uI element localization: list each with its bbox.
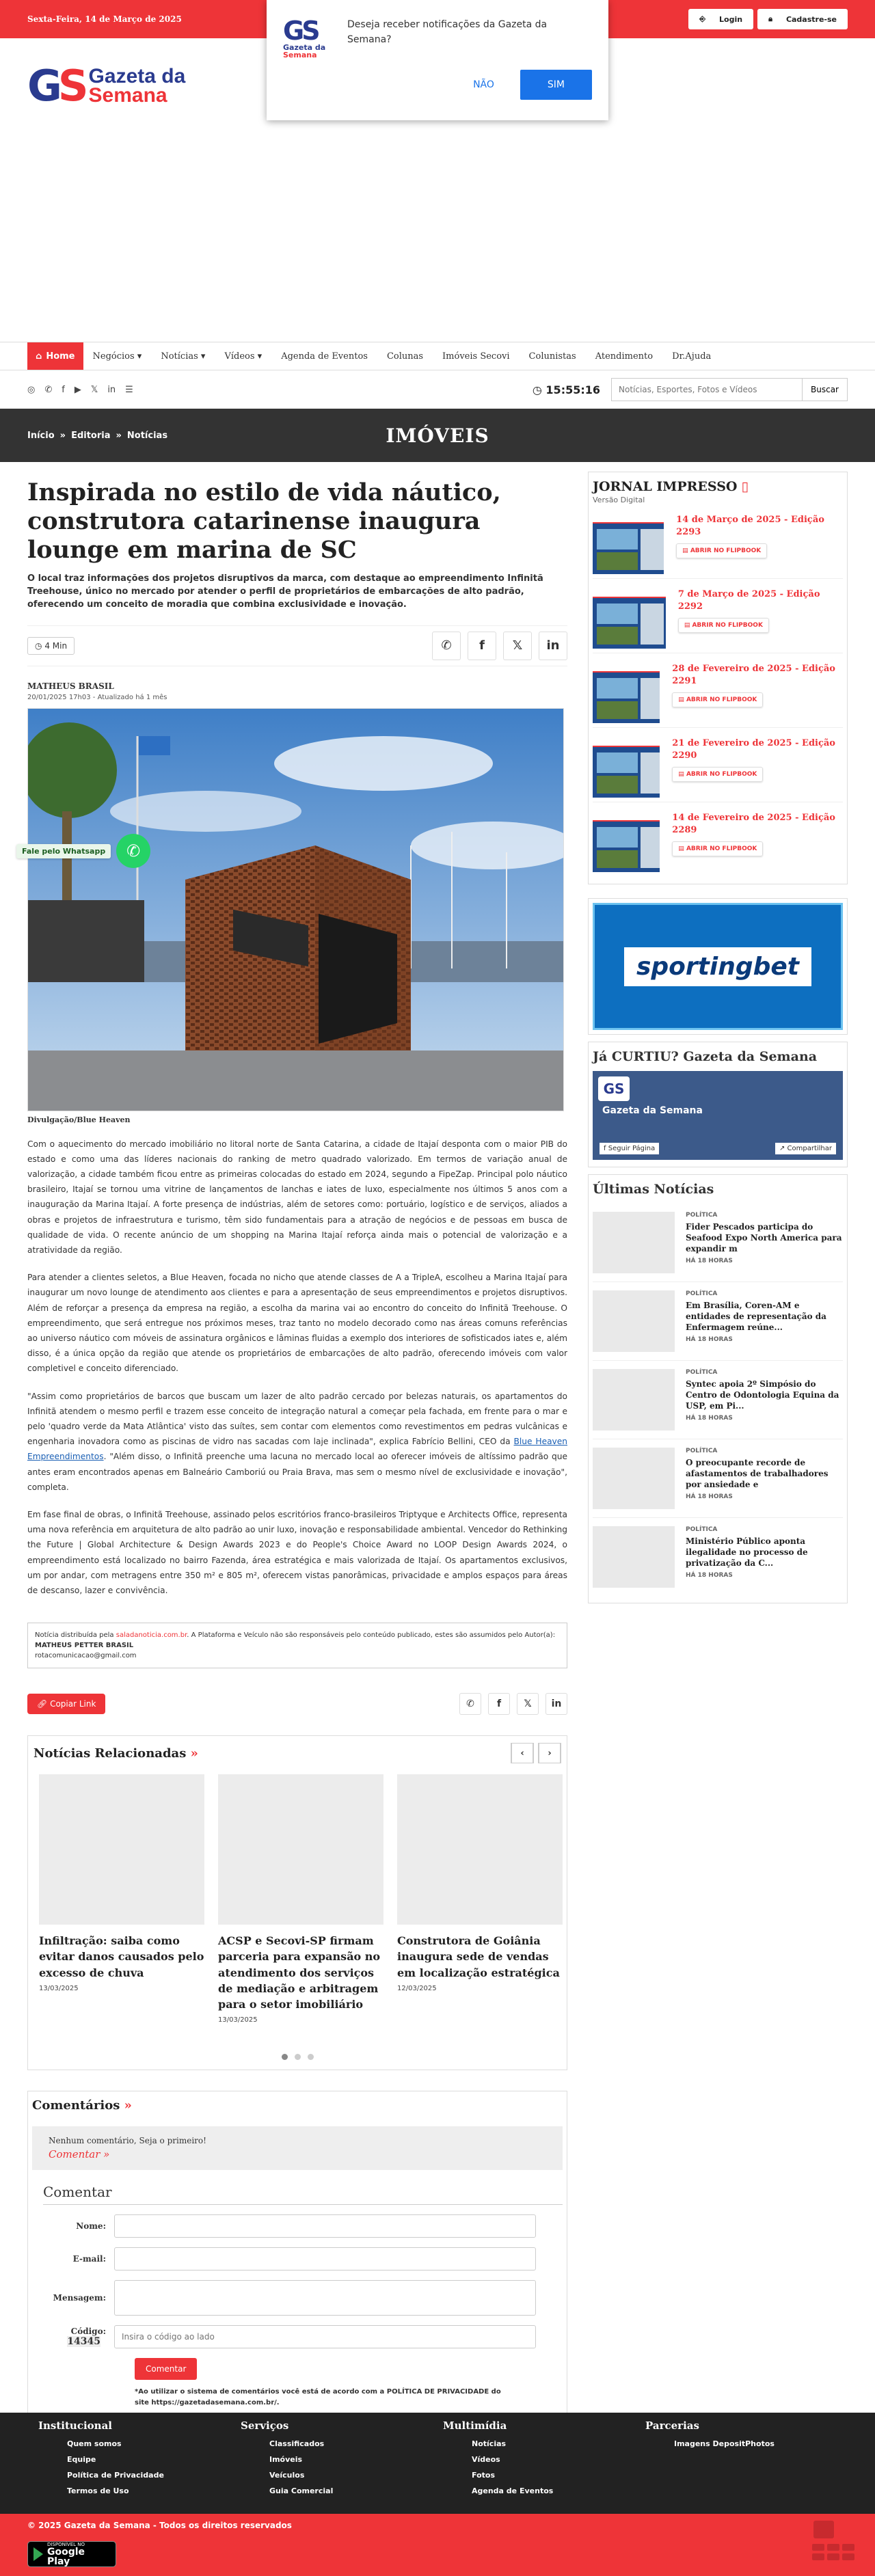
edition-title: 7 de Março de 2025 - Edição 2292 [677,589,820,612]
jornal-title: JORNAL IMPRESSO ▯ [593,479,749,494]
linkedin-icon: in [546,638,560,653]
news-category: POLÍTICA [686,1290,718,1297]
facebook-icon: f [604,1145,606,1152]
nav-home[interactable]: ⌂ Home [27,342,83,370]
share-whatsapp-button[interactable] [432,632,461,660]
linkedin-icon[interactable]: in [107,384,116,395]
news-time: HÁ 18 HORAS [686,1571,733,1579]
popup-logo: GS Gazeta da Semana [283,16,326,59]
nav-colunas[interactable]: Colunas [386,351,424,362]
latest-news-title: Últimas Notícias [593,1182,714,1197]
news-category: POLÍTICA [686,1369,718,1376]
search-button[interactable]: Buscar [803,378,848,401]
section-title: IMÓVEIS [386,424,489,447]
google-play-badge[interactable]: DISPONÍVEL NO Google Play [27,2541,116,2567]
nav-colunistas[interactable]: Colunistas [528,351,576,362]
article-author: MATHEUS BRASIL [27,681,114,691]
breadcrumb-editoria[interactable]: Editoria [71,430,111,441]
book-icon: ▤ [678,771,684,778]
paragraph: "Assim como proprietários de barcos que buscam um lazer de alto padrão cercado por belezas naturais, os apartamentos do Infinitã atendem o mesmo perfil e trazem esse conceito de integração natural a começar pela fachada, em frente para o mar e pelo 'quadro verde da Mata Atlântica' visto das suítes, sem contar com elementos como revestimentos em pedras vulcânicas e engenharia inovadora como as piscinas de vidro nas sacadas com laje inclinada", explica Fabrício Bellini, CEO da Blue Heaven Empreendimentos. "Além disso, o Infinitã preenche uma lacuna no mercado local ao oferecer imóveis de altíssimo padrão que antes eram encontrados apenas em Balneário Camboriú ou Praia Brava, mas sem o mesmo nível de exclusividade e inovação", completa. [27,1391,567,1492]
news-title: Ministério Público aponta ilegalidade no processo de privatização da C... [686,1536,808,1569]
open-flipbook-button[interactable]: ▤ ABRIR NO FLIPBOOK [672,767,763,782]
share-x-button[interactable] [517,1693,539,1715]
news-thumb [593,1290,675,1352]
card-image [39,1774,204,1925]
lock-icon: ⎆ [694,12,711,27]
share-icon: ↗ [779,1145,785,1152]
whatsapp-icon: ✆ [466,1698,474,1710]
footer-link[interactable]: Notícias [472,2439,507,2448]
news-time: HÁ 18 HORAS [686,1493,733,1500]
latest-news [588,1174,848,1603]
related-news [27,1735,567,2070]
news-time: HÁ 18 HORAS [686,1414,733,1422]
book-icon: ▤ [678,696,684,704]
name-field[interactable] [114,2214,536,2238]
card-title: ACSP e Secovi-SP firmam parceria para expansão no atendimento dos serviços de mediação e arbitragem para o setor imobiliário [218,1934,381,2011]
share-facebook-button[interactable] [468,632,496,660]
nav-negocios[interactable]: Negócios ▾ [92,351,142,362]
blue-heaven-link[interactable]: Blue Heaven Empreendimentos [27,1437,567,1462]
captcha-code: 14345 [67,2336,100,2348]
latest-news-item[interactable] [593,1361,843,1439]
ad-logo: sportingbet [624,947,811,986]
notification-no-button[interactable]: NÃO [473,79,494,90]
message-field[interactable] [114,2280,536,2316]
footer-link[interactable]: Política de Privacidade [67,2471,164,2480]
comments-section [27,2091,567,2419]
footer-col-institucional: Institucional Quem somos Equipe Política de Privacidade Termos de Uso [38,2419,241,2499]
whatsapp-icon[interactable]: ✆ [44,384,53,395]
footer-link[interactable]: Quem somos [67,2439,122,2448]
carousel-next-button[interactable] [538,1743,561,1763]
copy-link-button[interactable]: 🔗︎ Copiar Link [27,1694,105,1714]
linkedin-icon: in [551,1698,562,1710]
book-icon: ▤ [684,622,690,629]
code-field[interactable] [114,2325,536,2348]
book-icon: ▤ [682,547,688,555]
news-thumb [593,1212,675,1273]
no-comments-text: Nenhum comentário, Seja o primeiro! [49,2136,206,2146]
footer-link[interactable]: Vídeos [472,2455,500,2465]
article-lead: O local traz informações dos projetos disruptivos da marca, com destaque ao empreendimento Infinitã Treehouse, único no mercado por atender o perfil de proprietários de embarcações de alto padrão, oferecendo um conceito de moradia que combina exclusividade e inovação. [27,573,543,610]
edition-cover [593,588,666,649]
edition-cover [593,737,660,798]
printed-edition-box [588,472,848,884]
carousel-dot[interactable] [308,2054,314,2060]
carousel-dot[interactable] [295,2054,301,2060]
search-input[interactable] [611,378,803,401]
fb-follow-button[interactable]: f Seguir Página [600,1143,659,1154]
footer-col-parcerias: Parcerias Imagens DepositPhotos [645,2419,848,2499]
footer-link[interactable]: Imagens DepositPhotos [674,2439,775,2448]
x-icon: 𝕏 [524,1698,532,1710]
news-time: HÁ 18 HORAS [686,1336,733,1343]
chevron-right-icon: › [539,1743,561,1763]
related-card[interactable] [218,1774,383,2024]
home-icon: ⌂ [36,351,42,362]
lock-icon: 🔒︎ [763,12,778,27]
whatsapp-icon: ✆ [441,638,452,653]
footer-col-multimidia: Multimídia Notícias Vídeos Fotos Agenda de Eventos [443,2419,645,2499]
edition-title: 28 de Fevereiro de 2025 - Edição 2291 [672,664,835,686]
email-label: E-mail: [72,2254,106,2264]
distribution-disclaimer: Notícia distribuída pela saladanoticia.com.br. A Plataforma e Veículo não são responsáveis pelo conteúdo publicado, estes são assumidos pelo Autor(a): MATHEUS PETTER BRASIL rotacomunicacao@gmail.com [27,1623,567,1668]
fb-page-name: Gazeta da Semana [602,1105,703,1116]
code-label: Código: 14345 [67,2327,106,2348]
footer-link[interactable]: Classificados [269,2439,325,2448]
site-logo[interactable]: GS Gazeta da Semana [27,61,186,111]
clock-icon: ◷ [532,383,542,396]
nav-videos[interactable]: Vídeos ▾ [224,351,262,362]
comment-terms: *Ao utilizar o sistema de comentários você está de acordo com a POLÍTICA DE PRIVACIDADE do site https://gazetadasemana.com.br/. [135,2388,501,2407]
related-card[interactable] [397,1774,563,2024]
share-facebook-button[interactable] [488,1693,510,1715]
footer-link[interactable]: Equipe [67,2455,96,2465]
footer-link[interactable]: Guia Comercial [269,2486,334,2496]
paragraph: Em fase final de obras, o Infinitã Treehouse, assinado pelos escritórios franco-brasileiros Triptyque e Architects Office, representa uma nova referência em arquitetura de alto padrão ao unir luxo, inovação e responsabilidade ambiental. Vencedor do Rethinking the Future | Global Architecture & Design Awards 2023 e do People's Choice Award no LOOP Design Awards 2024, o empreendimento está localizado no bairro Fazenda, área estratégica e mais valorizada de Itajaí. Os apartamentos exclusivos, um por andar, com metragens entre 350 m² e 805 m², oferecem vistas panorâmicas, privacidade e amplos espaços para áreas de descanso, lazer e convivência. [27,1510,567,1596]
fb-avatar: GS [598,1076,630,1101]
news-thumb [593,1448,675,1509]
lounge-illustration [28,709,564,1111]
nav-noticias[interactable]: Notícias ▾ [161,351,206,362]
news-title: Syntec apoia 2º Simpósio do Centro de Odontologia Equina da USP, em Pi... [686,1379,839,1411]
footer-link[interactable]: Imóveis [269,2455,303,2465]
edition-title: 14 de Março de 2025 - Edição 2293 [676,515,824,537]
utility-bar [0,370,875,409]
edition-title: 21 de Fevereiro de 2025 - Edição 2290 [672,738,835,761]
footer-link[interactable]: Veículos [269,2471,305,2480]
whatsapp-float[interactable] [16,834,150,868]
login-button[interactable]: ⎆ Login [688,9,753,29]
edition-title: 14 de Fevereiro de 2025 - Edição 2289 [672,813,835,835]
play-icon [33,2547,43,2561]
source-link[interactable]: saladanoticia.com.br [116,1631,187,1640]
card-image [397,1774,563,1925]
footer-link[interactable]: Agenda de Eventos [472,2486,554,2496]
edition-item[interactable] [593,812,843,877]
submit-comment-button[interactable]: Comentar [135,2358,197,2380]
footer-link[interactable]: Termos de Uso [67,2486,129,2496]
youtube-icon[interactable]: ▶ [74,384,81,395]
name-label: Nome: [76,2221,106,2232]
article [27,478,567,2419]
edition-cover [593,514,664,574]
whatsapp-icon: ✆ [116,834,150,868]
photo-caption: Divulgação/Blue Heaven [27,1115,131,1124]
facebook-box [588,1042,848,1167]
related-card[interactable] [39,1774,204,2024]
card-date: 13/03/2025 [218,2016,258,2024]
related-title: Notícias Relacionadas » [33,1746,198,1761]
nav-imoveis-secovi[interactable]: Imóveis Secovi [442,351,510,362]
open-flipbook-button[interactable]: ▤ ABRIR NO FLIPBOOK [672,692,763,707]
facebook-icon: f [479,638,485,653]
latest-news-item[interactable] [593,1204,843,1282]
breadcrumb-noticias[interactable]: Notícias [126,430,168,441]
nav-atendimento[interactable]: Atendimento [595,351,654,362]
notification-yes-button[interactable]: SIM [520,70,592,100]
footer [0,2413,875,2514]
register-button[interactable]: 🔒︎ Cadastre-se [757,9,848,29]
scroll-top-button[interactable] [813,2521,834,2538]
news-title: Fider Pescados participa do Seafood Expo North America para expandir m [686,1222,842,1254]
news-thumb [593,1526,675,1588]
x-icon[interactable]: 𝕏 [90,384,98,395]
nav-drajuda[interactable]: Dr.Ajuda [672,351,712,362]
breadcrumb: Início » Editoria » Notícias [27,430,168,441]
section-band [0,409,875,462]
article-photo [27,708,564,1111]
carousel-dot[interactable] [282,2054,288,2060]
current-date: Sexta-Feira, 14 de Março de 2025 [27,14,182,24]
whatsapp-label: Fale pelo Whatsapp [16,844,111,858]
edition-cover [593,812,660,872]
card-image [218,1774,383,1925]
read-time: ◷ 4 Min [27,637,75,655]
edition-item[interactable] [593,588,843,653]
latest-news-item[interactable] [593,1518,843,1596]
edition-item[interactable] [593,514,843,579]
comments-title: Comentários » [32,2098,132,2113]
book-icon: ▤ [678,845,684,853]
apps-grid-icon[interactable] [812,2544,854,2560]
message-label: Mensagem: [53,2293,106,2303]
clock: ◷ 15:55:16 [532,383,601,396]
footer-bottom [0,2514,875,2576]
breadcrumb-inicio[interactable]: Início [27,430,55,441]
article-dates: 20/01/2025 17h03 - Atualizado há 1 mês [27,693,167,701]
rss-icon[interactable]: ☰ [125,384,133,395]
open-flipbook-button[interactable]: ▤ ABRIR NO FLIPBOOK [676,543,767,558]
comment-form-title: Comentar [43,2184,563,2205]
edition-item[interactable] [593,663,843,728]
latest-news-item[interactable] [593,1439,843,1518]
card-date: 13/03/2025 [39,1984,79,1992]
latest-news-item[interactable] [593,1282,843,1361]
fb-share-button[interactable]: ↗ Compartilhar [775,1143,836,1154]
share-x-button[interactable] [503,632,532,660]
news-category: POLÍTICA [686,1212,718,1219]
comment-cta[interactable]: Comentar » [49,2148,110,2161]
news-time: HÁ 18 HORAS [686,1257,733,1264]
share-linkedin-button[interactable] [539,632,567,660]
footer-link[interactable]: Fotos [472,2471,495,2480]
mobile-icon: ▯ [741,479,749,494]
main-nav [0,342,875,370]
card-title: Infiltração: saiba como evitar danos causados pelo excesso de chuva [39,1934,204,1979]
facebook-icon[interactable]: f [62,384,65,395]
carousel-dots [28,2054,567,2060]
facebook-icon: f [496,1698,502,1710]
clock-icon: ◷ [35,640,42,651]
logo-mark: GS [27,61,85,111]
email-field[interactable] [114,2247,536,2270]
jornal-subtitle: Versão Digital [593,496,645,504]
paragraph: Para atender a clientes seletos, a Blue Heaven, focada no nicho que atende classes de A a TripleA, escolheu a Marina Itajaí para inaugurar um novo lounge de atendimento aos clientes e para a apresentação de seus empreendimentos e projetos disruptivos. Além de reforçar a presença da empresa na região, a escolha da marina vai ao encontro do conceito do Infinitã Treehouse. O empreendimento, que será entregue nos próximos meses, traz tanto no modelo decorado como nas áreas comuns referências ao universo náutico com móveis de assinatura orgânicos e lâminas fluidas a exemplo dos interiores de sofisticados iates e, além disso, é a única opção da região que atende os proprietários de embarcações de alto padrão, oferecendo imóveis com valor completivel e conceito diferenciado. [27,1273,567,1374]
news-category: POLÍTICA [686,1448,718,1454]
sidebar [588,472,848,1603]
notification-message: Deseja receber notificações da Gazeta da Semana? [347,19,548,45]
carousel-prev-button[interactable] [511,1743,534,1763]
copyright: © 2025 Gazeta da Semana - Todos os direitos reservados [27,2521,292,2530]
card-date: 12/03/2025 [397,1984,437,1992]
article-title: Inspirada no estilo de vida náutico, construtora catarinense inaugura lounge em marina de SC [27,478,501,564]
disclaimer-author: MATHEUS PETTER BRASIL [35,1642,134,1650]
open-flipbook-button[interactable]: ▤ ABRIR NO FLIPBOOK [672,841,763,856]
chevron-left-icon: ‹ [511,1743,533,1763]
paragraph: Com o aquecimento do mercado imobiliário no litoral norte de Santa Catarina, a cidade de Itajaí desponta com o maior PIB do estado e como uma das líderes nacionais do ranking de metro quadrado valorizado. Em termos de variação anual de valorização, a cidade também ficou entre as primeiras colocadas do estado em 2024, segundo a FipeZap. Principal polo náutico brasileiro, Itajaí se tornou uma vitrine de lançamentos de lanchas e iates de luxo, especialmente nos últimos 5 anos com a inauguração da Marina Itajaí. A forte presença de indústrias, além de setores como: portuário, logístico e de serviços, aliados a obras e projetos de infraestrutura e turismo, têm sido fundamentais para a atração de negócios e de pessoas em busca de qualidade de vida. O recente anúncio de um shopping na Marina Itajaí reforça ainda mais o potencial de valorização e a atratividade da região. [27,1139,567,1255]
curtiu-title: Já CURTIU? Gazeta da Semana [593,1049,818,1064]
x-icon: 𝕏 [512,638,523,653]
sportingbet-ad[interactable] [588,898,848,1035]
news-category: POLÍTICA [686,1526,718,1533]
share-linkedin-button[interactable] [546,1693,567,1715]
disclaimer-email: rotacomunicacao@gmail.com [35,1652,137,1660]
news-title: O preocupante recorde de afastamentos de trabalhadores por ansiedade e [686,1458,829,1490]
open-flipbook-button[interactable]: ▤ ABRIR NO FLIPBOOK [678,618,769,633]
card-title: Construtora de Goiânia inaugura sede de vendas em localização estratégica [397,1934,560,1979]
instagram-icon[interactable]: ◎ [27,384,36,395]
share-whatsapp-button[interactable] [459,1693,481,1715]
facebook-page-card[interactable] [593,1071,843,1160]
news-title: Em Brasília, Coren-AM e entidades de representação da Enfermagem reúne... [686,1301,826,1333]
edition-item[interactable] [593,737,843,802]
edition-cover [593,663,660,723]
news-thumb [593,1369,675,1431]
nav-agenda[interactable]: Agenda de Eventos [281,351,368,362]
notification-prompt [267,0,608,120]
footer-col-servicos: Serviços Classificados Imóveis Veículos Guia Comercial [241,2419,443,2499]
link-icon: 🔗︎ [37,1699,48,1709]
search-form [611,378,848,401]
article-body [27,1137,567,1599]
